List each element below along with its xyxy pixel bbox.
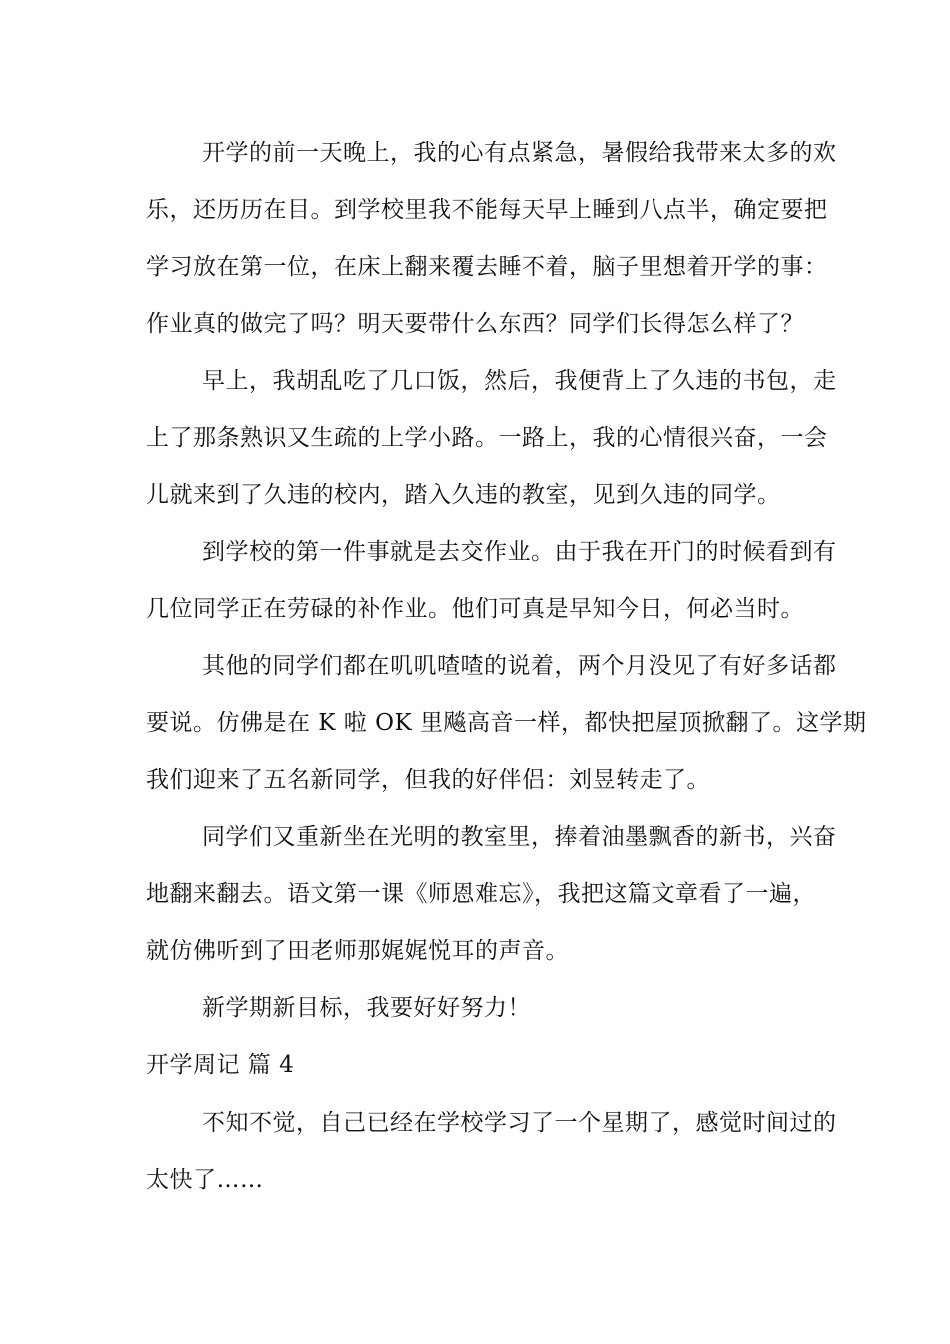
paragraph-1-line-2: 乐，还历历在目。到学校里我不能每天早上睡到八点半，确定要把 xyxy=(146,197,828,223)
paragraph-3-line-2: 几位同学正在劳碌的补作业。他们可真是早知今日，何必当时。 xyxy=(146,596,804,622)
paragraph-1-line-3: 学习放在第一位，在床上翻来覆去睡不着，脑子里想着开学的事： xyxy=(146,254,828,280)
paragraph-4-line-3: 我们迎来了五名新同学，但我的好伴侣：刘昱转走了。 xyxy=(146,767,710,793)
paragraph-7-line-2: 太快了…… xyxy=(146,1167,264,1193)
paragraph-5-line-3: 就仿佛听到了田老师那娓娓悦耳的声音。 xyxy=(146,938,569,964)
paragraph-2-line-2: 上了那条熟识又生疏的上学小路。一路上，我的心情很兴奋，一会 xyxy=(146,425,828,451)
paragraph-2-line-3: 儿就来到了久违的校内，踏入久违的教室，见到久违的同学。 xyxy=(146,482,781,508)
paragraph-4-line-1: 其他的同学们都在叽叽喳喳的说着，两个月没见了有好多话都 xyxy=(202,653,837,679)
paragraph-7-line-1: 不知不觉，自己已经在学校学习了一个星期了，感觉时间过的 xyxy=(202,1110,837,1136)
paragraph-1-line-4: 作业真的做完了吗？明天要带什么东西？同学们长得怎么样了？ xyxy=(146,311,804,337)
paragraph-5-line-1: 同学们又重新坐在光明的教室里，捧着油墨飘香的新书，兴奋 xyxy=(202,824,837,850)
section-heading: 开学周记 篇 4 xyxy=(146,1052,295,1078)
paragraph-4-line-2: 要说。仿佛是在 K 啦 OK 里飚高音一样，都快把屋顶掀翻了。这学期 xyxy=(146,710,867,736)
paragraph-2-line-1: 早上，我胡乱吃了几口饭，然后，我便背上了久违的书包，走 xyxy=(202,368,837,394)
paragraph-6-line-1: 新学期新目标，我要好好努力！ xyxy=(202,995,531,1021)
paragraph-3-line-1: 到学校的第一件事就是去交作业。由于我在开门的时候看到有 xyxy=(202,539,837,565)
paragraph-1-line-1: 开学的前一天晚上，我的心有点紧急，暑假给我带来太多的欢 xyxy=(202,140,837,166)
paragraph-5-line-2: 地翻来翻去。语文第一课《师恩难忘》，我把这篇文章看了一遍， xyxy=(146,881,816,907)
